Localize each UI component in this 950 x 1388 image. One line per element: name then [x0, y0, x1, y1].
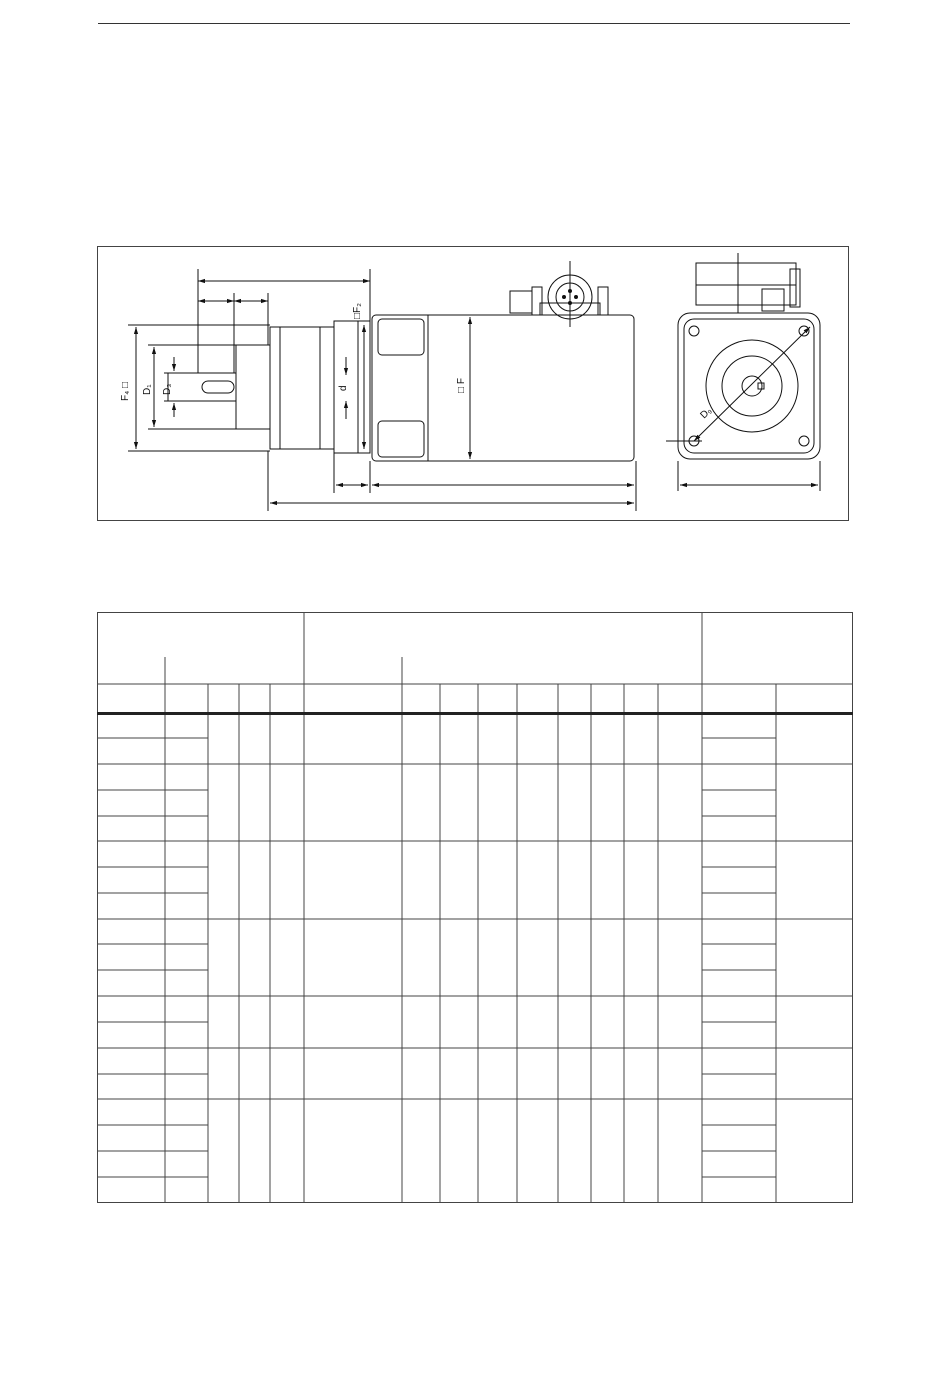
label-d3: D₃ — [162, 383, 173, 395]
motor-body — [372, 315, 634, 461]
drawing-svg — [98, 247, 850, 522]
end-view-connector — [696, 263, 796, 305]
table-grid — [97, 612, 853, 1204]
header-rule — [97, 712, 853, 715]
label-d: d — [338, 385, 349, 391]
dimension-drawing — [97, 246, 849, 521]
top-rule — [98, 23, 850, 24]
label-f4: F₄ □ — [120, 381, 131, 401]
label-d9: D₉ — [698, 405, 715, 422]
end-view-pilot — [706, 340, 798, 432]
label-f2: □F₂ — [352, 302, 363, 319]
label-d1: D₁ — [142, 384, 153, 395]
dimension-table — [97, 612, 853, 1204]
label-f: □ F — [456, 378, 467, 393]
output-flange — [236, 345, 270, 429]
connector-plug — [510, 291, 532, 313]
shaft-key — [202, 381, 234, 393]
end-view-flange — [678, 313, 820, 459]
